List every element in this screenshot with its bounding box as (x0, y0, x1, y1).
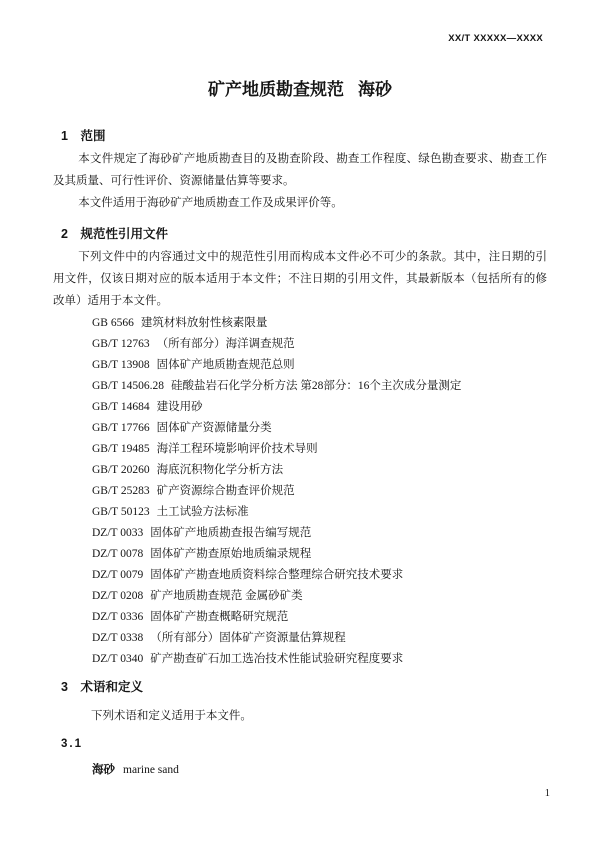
section-2-number: 2 (61, 227, 68, 241)
terms-intro-paragraph: 下列术语和定义适用于本文件。 (90, 710, 252, 722)
reference-title: 矿产资源综合勘查评价规范 (156, 485, 295, 497)
reference-item (92, 355, 548, 376)
reference-title: 固体矿产地质勘查报告编写规范 (150, 527, 312, 539)
reference-item (92, 649, 548, 670)
term-english: marine sand (123, 764, 179, 776)
reference-code: GB/T 19485 (92, 443, 150, 455)
term-chinese: 海砂 (92, 764, 115, 776)
section-3-heading (61, 676, 143, 698)
reference-item (92, 418, 548, 439)
reference-title: 固体矿产地质勘查规范总则 (156, 359, 295, 371)
reference-title: （所有部分）海洋调查规范 (156, 338, 295, 350)
reference-item (92, 502, 548, 523)
reference-item (92, 334, 548, 355)
reference-item (92, 397, 548, 418)
term-definition (92, 759, 179, 781)
scope-paragraph-2: 本文件适用于海砂矿产地质勘查工作及成果评价等。 (78, 197, 343, 209)
reference-title: 矿产地质勘查规范 金属砂矿类 (150, 590, 303, 602)
reference-code: GB/T 14506.28 (92, 380, 164, 392)
document-title: 矿产地质勘查规范 海砂 (207, 80, 393, 99)
reference-title: 固体矿产勘查地质资料综合整理综合研究技术要求 (150, 569, 404, 581)
reference-title: 建筑材料放射性核素限量 (140, 317, 268, 329)
reference-code: GB/T 20260 (92, 464, 150, 476)
reference-item (92, 523, 548, 544)
reference-item (92, 313, 548, 334)
reference-title: 海底沉积物化学分析方法 (156, 464, 284, 476)
scope-paragraph-1: 本文件规定了海砂矿产地质勘查目的及勘查阶段、勘查工作程度、绿色勘查要求、勘查工作及其质量、可行性评价、资源储量估算等要求。 (53, 153, 547, 187)
reference-code: GB/T 50123 (92, 506, 150, 518)
reference-item (92, 481, 548, 502)
section-1-label: 范围 (80, 129, 106, 143)
reference-title: 海洋工程环境影响评价技术导则 (156, 443, 318, 455)
section-2-heading (61, 223, 168, 245)
reference-code: GB 6566 (92, 317, 134, 329)
reference-code: GB/T 13908 (92, 359, 150, 371)
reference-title: 固体矿产勘查原始地质编录规程 (150, 548, 312, 560)
reference-title: 土工试验方法标准 (156, 506, 249, 518)
reference-code: DZ/T 0079 (92, 569, 144, 581)
reference-item (92, 565, 548, 586)
reference-title: （所有部分）固体矿产资源量估算规程 (150, 632, 346, 644)
references-intro-paragraph: 下列文件中的内容通过文中的规范性引用而构成本文件必不可少的条款。其中，注日期的引用文件，仅该日期对应的版本适用于本文件；不注日期的引用文件，其最新版本（包括所有的修改单）适用于本文件。 (53, 251, 547, 307)
reference-code: DZ/T 0336 (92, 611, 144, 623)
reference-item (92, 376, 548, 397)
section-1-heading (61, 125, 105, 147)
reference-code: DZ/T 0340 (92, 653, 144, 665)
reference-item (92, 439, 548, 460)
reference-title: 建设用砂 (156, 401, 203, 413)
reference-code: GB/T 17766 (92, 422, 150, 434)
reference-title: 硅酸盐岩石化学分析方法 第28部分：16个主次成分量测定 (171, 380, 462, 392)
reference-item (92, 460, 548, 481)
clause-number: 3.1 (61, 738, 83, 750)
reference-code: DZ/T 0033 (92, 527, 144, 539)
reference-list (92, 313, 548, 670)
section-3-label: 术语和定义 (80, 680, 143, 694)
reference-code: DZ/T 0338 (92, 632, 144, 644)
section-2-label: 规范性引用文件 (80, 227, 168, 241)
reference-title: 矿产勘查矿石加工选冶技术性能试验研究程度要求 (150, 653, 404, 665)
reference-title: 固体矿产勘查概略研究规范 (150, 611, 289, 623)
section-1-number: 1 (61, 129, 68, 143)
reference-code: DZ/T 0208 (92, 590, 144, 602)
reference-item (92, 628, 548, 649)
reference-code: GB/T 14684 (92, 401, 150, 413)
page-number: 1 (544, 788, 550, 799)
reference-code: GB/T 12763 (92, 338, 150, 350)
reference-item (92, 544, 548, 565)
section-3-number: 3 (61, 680, 68, 694)
reference-code: DZ/T 0078 (92, 548, 144, 560)
reference-item (92, 607, 548, 628)
reference-title: 固体矿产资源储量分类 (156, 422, 272, 434)
reference-item (92, 586, 548, 607)
standard-code: XX/T XXXXX—XXXX (448, 33, 543, 44)
reference-code: GB/T 25283 (92, 485, 150, 497)
